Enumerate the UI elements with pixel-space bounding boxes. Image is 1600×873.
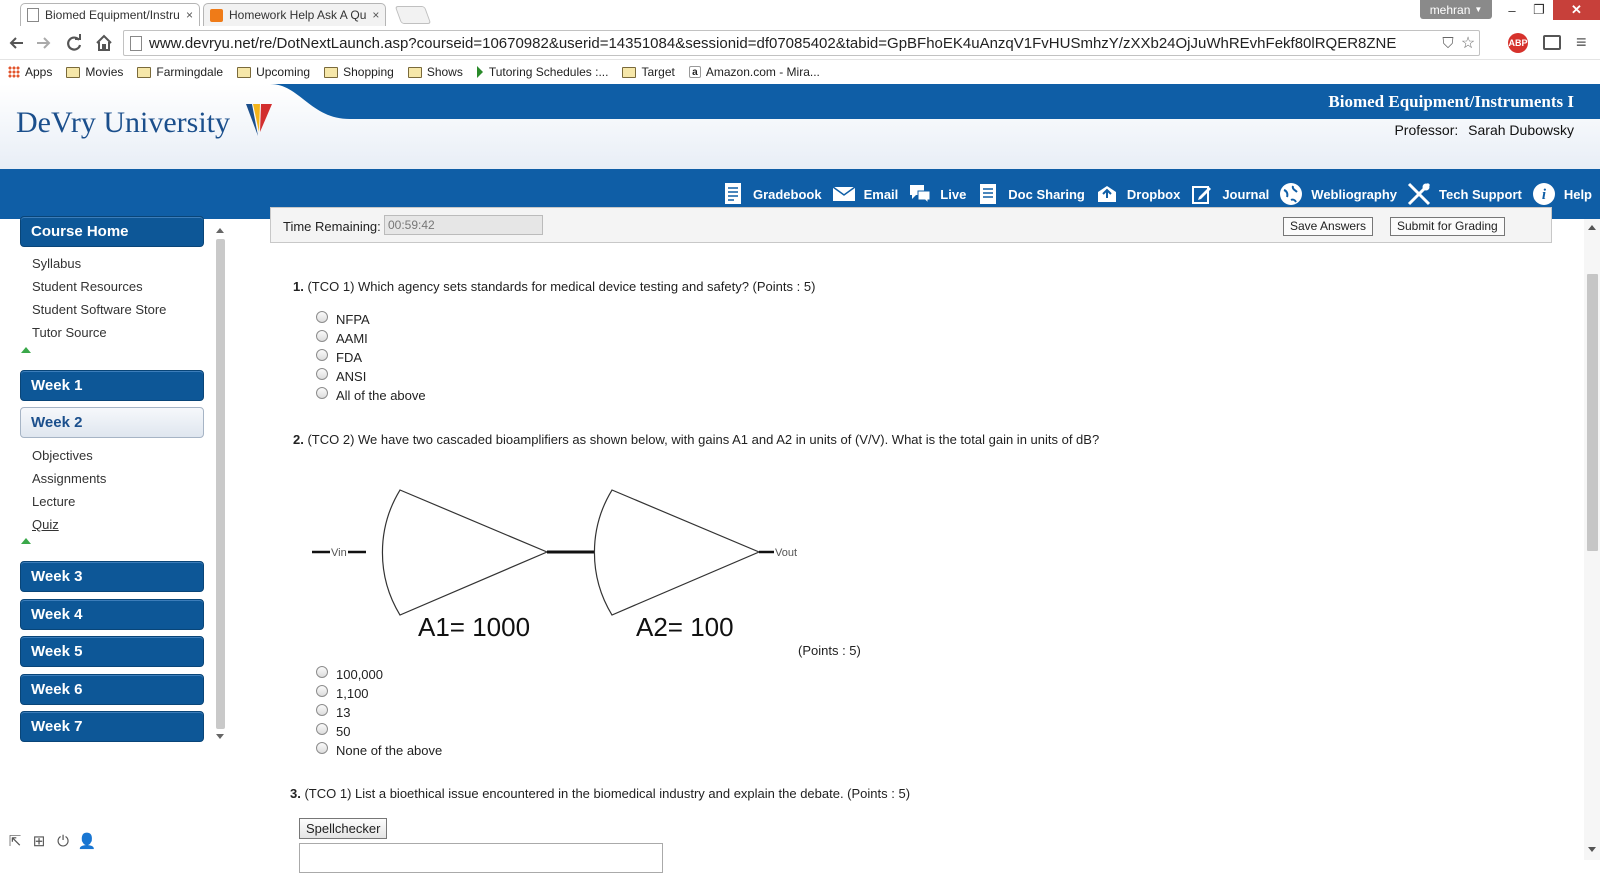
cast-icon[interactable] xyxy=(1543,35,1561,50)
bookmark-folder[interactable] xyxy=(66,65,123,79)
amplifier-a1-shape xyxy=(382,490,547,615)
bookmark-label: Apps xyxy=(25,65,53,79)
save-answers-button[interactable]: Save Answers xyxy=(1283,217,1373,236)
sidebar-scrollbar[interactable] xyxy=(214,225,226,745)
points-label: (Points : 5) xyxy=(798,643,861,658)
address-bar[interactable] xyxy=(123,30,1480,56)
nav-label: Webliography xyxy=(1311,186,1398,202)
menu-icon[interactable]: ≡ xyxy=(1576,32,1587,52)
tab-close-icon[interactable]: × xyxy=(372,8,380,22)
professor-line xyxy=(1394,122,1574,138)
browser-toolbar xyxy=(0,26,1600,60)
shield-icon[interactable]: ⛉ xyxy=(1442,34,1454,52)
submit-for-grading-button[interactable]: Submit for Grading xyxy=(1390,217,1505,236)
nav-label: Journal xyxy=(1222,186,1270,202)
bookmark-link[interactable] xyxy=(689,65,820,79)
question-3 xyxy=(290,786,910,801)
folder-icon xyxy=(622,67,636,78)
bookmark-label: Movies xyxy=(85,65,124,79)
option-label: None of the above xyxy=(336,743,443,758)
back-arrow-icon xyxy=(8,35,24,51)
time-remaining-label: Time Remaining: xyxy=(283,219,381,234)
power-icon[interactable]: ⏻ xyxy=(57,832,69,850)
amplifier-diagram xyxy=(308,472,798,642)
nav-webliography[interactable] xyxy=(1279,182,1397,206)
sidebar-week-7[interactable]: Week 7 xyxy=(20,711,204,742)
tab-close-icon[interactable]: × xyxy=(185,8,193,22)
page-icon xyxy=(27,8,39,22)
bookmark-label: Shopping xyxy=(343,65,394,79)
course-home-links xyxy=(20,250,204,360)
option[interactable] xyxy=(316,310,426,329)
user-icon[interactable]: 👤 xyxy=(77,833,97,850)
browser-tab-active[interactable] xyxy=(20,3,200,26)
option-label: NFPA xyxy=(336,312,370,327)
bookmark-label: Farmingdale xyxy=(156,65,224,79)
nav-tech-support[interactable] xyxy=(1407,182,1522,206)
question-number: 1. xyxy=(293,279,304,294)
flag-icon xyxy=(477,66,483,78)
option-label: ANSI xyxy=(336,369,367,384)
radio-button[interactable] xyxy=(316,349,328,361)
bookmark-label: Amazon.com - Mira... xyxy=(705,65,820,79)
bookmark-link[interactable] xyxy=(477,65,609,79)
option[interactable] xyxy=(316,722,442,741)
folder-icon xyxy=(137,67,151,78)
option-label: All of the above xyxy=(336,388,426,403)
option-label: 50 xyxy=(336,724,351,739)
bookmark-star-icon[interactable]: ☆ xyxy=(1460,35,1476,52)
adblock-icon[interactable]: ABP xyxy=(1508,33,1528,53)
sidebar-week-2[interactable]: Week 2 xyxy=(20,407,204,438)
page-scrollbar[interactable] xyxy=(1584,219,1600,860)
option[interactable] xyxy=(316,329,426,348)
question-1 xyxy=(293,279,815,294)
page-icon xyxy=(130,36,142,51)
question-text: (TCO 2) We have two cascaded bioamplifiers as shown below, with gains A1 and A2 in units of (V/V). What is the total gain in units of dB? xyxy=(307,432,1100,447)
bookmark-folder[interactable] xyxy=(408,65,463,79)
browser-tab[interactable] xyxy=(203,3,386,26)
nav-live[interactable] xyxy=(908,182,966,206)
folder-icon xyxy=(324,67,338,78)
folder-icon xyxy=(66,67,80,78)
restore-button[interactable]: ❐ xyxy=(1533,2,1545,17)
radio-button[interactable] xyxy=(316,311,328,323)
bookmark-label: Tutoring Schedules :... xyxy=(488,65,609,79)
university-logo-text: DeVry University xyxy=(16,106,230,139)
option-label: 100,000 xyxy=(336,667,383,682)
radio-button[interactable] xyxy=(316,685,328,697)
tools-icon xyxy=(1407,182,1431,206)
close-window-button[interactable]: ✕ xyxy=(1553,0,1600,20)
site-header xyxy=(0,84,1600,169)
sidebar-link-assignments[interactable]: Assignments xyxy=(32,471,107,486)
option[interactable] xyxy=(316,665,442,684)
nav-gradebook[interactable] xyxy=(721,182,822,206)
dropbox-icon xyxy=(1095,182,1119,206)
new-tab-button[interactable] xyxy=(395,6,432,24)
spellchecker-button[interactable]: Spellchecker xyxy=(299,818,387,839)
nav-label: Help xyxy=(1563,186,1592,202)
sidebar-course-home[interactable]: Course Home xyxy=(20,216,204,247)
doc-sharing-icon xyxy=(976,182,1000,206)
nav-journal[interactable] xyxy=(1190,182,1269,206)
radio-button[interactable] xyxy=(316,330,328,342)
sidebar-week-6[interactable]: Week 6 xyxy=(20,674,204,705)
home-button[interactable] xyxy=(94,33,114,53)
option[interactable] xyxy=(316,386,426,405)
browser-tab-bar xyxy=(0,0,1600,26)
sidebar-week-4[interactable]: Week 4 xyxy=(20,599,204,630)
sidebar-footer-tools xyxy=(6,832,96,850)
apps-grid-icon xyxy=(8,66,20,78)
answer-textarea[interactable] xyxy=(299,843,663,873)
question-text: (TCO 1) Which agency sets standards for medical device testing and safety? (Points : 5) xyxy=(307,279,816,294)
sidebar-week-1[interactable]: Week 1 xyxy=(20,370,204,401)
vout-label: Vout xyxy=(775,547,798,559)
sidebar-link-lecture[interactable]: Lecture xyxy=(32,494,76,509)
bookmark-folder[interactable] xyxy=(237,65,310,79)
bookmark-folder[interactable] xyxy=(324,65,394,79)
nav-label: Dropbox xyxy=(1126,186,1181,202)
question-1-options xyxy=(316,310,426,405)
url-text: www.devryu.net/re/DotNextLaunch.asp?courseid=10670982&userid=14351084&sessionid=df07085402&tabid=GpBFhoEK4uAnzqV1FvHUSmhzY/zXXb24OjJuWhREvhFekf80lRQER8ZNE xyxy=(149,34,1397,52)
time-remaining-value: 00:59:42 xyxy=(384,215,543,235)
question-2 xyxy=(293,432,1099,447)
radio-button[interactable] xyxy=(316,704,328,716)
chegg-favicon-icon xyxy=(210,9,223,22)
radio-button[interactable] xyxy=(316,387,328,399)
nav-label: Live xyxy=(940,186,967,202)
question-number: 3. xyxy=(290,786,301,801)
bookmark-apps[interactable] xyxy=(8,65,52,79)
gain-a2-label: A2= 100 xyxy=(636,612,734,642)
back-button[interactable] xyxy=(6,33,26,53)
quiz-toolbar xyxy=(270,207,1552,243)
sidebar-link-software-store[interactable]: Student Software Store xyxy=(32,302,167,317)
professor-name: Sarah Dubowsky xyxy=(1468,122,1574,138)
svg-text:i: i xyxy=(1541,187,1546,203)
option[interactable] xyxy=(316,741,442,760)
nav-label: Tech Support xyxy=(1439,186,1522,202)
profile-button[interactable] xyxy=(1420,0,1492,19)
reload-icon xyxy=(65,34,83,52)
option[interactable] xyxy=(316,367,426,386)
scrollbar-thumb[interactable] xyxy=(1587,274,1598,551)
collapse-arrow-icon[interactable] xyxy=(21,347,31,353)
nav-help[interactable] xyxy=(1532,182,1592,206)
forward-button[interactable] xyxy=(34,33,54,53)
radio-button[interactable] xyxy=(316,742,328,754)
nav-doc-sharing[interactable] xyxy=(976,182,1085,206)
sidebar-link-quiz[interactable]: Quiz xyxy=(32,517,59,532)
question-number: 2. xyxy=(293,432,304,447)
nav-email[interactable] xyxy=(832,182,899,206)
amplifier-a2-shape xyxy=(594,490,759,615)
folder-icon xyxy=(237,67,251,78)
sidebar-link-syllabus[interactable]: Syllabus xyxy=(32,256,82,271)
sitemap-icon[interactable]: ⊞ xyxy=(32,833,46,850)
bookmarks-bar xyxy=(0,60,1600,84)
option[interactable] xyxy=(316,348,426,367)
sidebar-link-student-resources[interactable]: Student Resources xyxy=(32,279,143,294)
nav-dropbox[interactable] xyxy=(1095,182,1180,206)
nav-label: Doc Sharing xyxy=(1008,186,1085,202)
scroll-up-icon[interactable] xyxy=(216,228,224,233)
folder-icon xyxy=(408,67,422,78)
gradebook-icon xyxy=(721,182,745,206)
minimize-button[interactable]: – xyxy=(1508,2,1516,18)
nav-label: Email xyxy=(863,186,899,202)
scroll-up-icon[interactable] xyxy=(1588,225,1596,230)
scroll-down-icon[interactable] xyxy=(216,734,224,739)
info-icon xyxy=(1532,182,1556,206)
radio-button[interactable] xyxy=(316,723,328,735)
professor-label: Professor: xyxy=(1394,122,1459,138)
bookmark-label: Target xyxy=(641,65,675,79)
question-text: (TCO 1) List a bioethical issue encountered in the biomedical industry and explain the debate. (Points : 5) xyxy=(304,786,911,801)
radio-button[interactable] xyxy=(316,666,328,678)
week-2-links xyxy=(20,443,204,549)
scrollbar-thumb[interactable] xyxy=(216,239,225,729)
chevron-down-icon: ▼ xyxy=(1474,5,1483,14)
email-icon xyxy=(832,182,856,206)
option-label: 1,100 xyxy=(336,686,369,701)
journal-icon xyxy=(1190,182,1214,206)
option[interactable] xyxy=(316,703,442,722)
sidebar-link-tutor-source[interactable]: Tutor Source xyxy=(32,325,107,340)
sidebar-week-3[interactable]: Week 3 xyxy=(20,561,204,592)
popout-icon[interactable]: ⇱ xyxy=(8,833,22,850)
tab-title: Homework Help Ask A Qu xyxy=(229,8,367,22)
question-2-options xyxy=(316,665,442,760)
radio-button[interactable] xyxy=(316,368,328,380)
live-chat-icon xyxy=(908,182,932,206)
bookmark-folder[interactable] xyxy=(622,65,674,79)
sidebar-link-objectives[interactable]: Objectives xyxy=(32,448,93,463)
reload-button[interactable] xyxy=(64,33,84,53)
nav-label: Gradebook xyxy=(752,186,822,202)
globe-icon xyxy=(1279,182,1303,206)
tab-title: Biomed Equipment/Instru xyxy=(45,8,180,22)
quiz-content xyxy=(234,219,1584,860)
scroll-down-icon[interactable] xyxy=(1588,847,1596,852)
option-label: AAMI xyxy=(336,331,368,346)
collapse-arrow-icon[interactable] xyxy=(21,538,31,544)
bookmark-label: Upcoming xyxy=(256,65,311,79)
gain-a1-label: A1= 1000 xyxy=(418,612,531,642)
vin-label: Vin xyxy=(331,547,347,559)
option[interactable] xyxy=(316,684,442,703)
option-label: FDA xyxy=(336,350,362,365)
bookmark-folder[interactable] xyxy=(137,65,223,79)
amazon-icon: a xyxy=(689,66,701,78)
option-label: 13 xyxy=(336,705,351,720)
bookmark-label: Shows xyxy=(426,65,463,79)
course-title: Biomed Equipment/Instruments I xyxy=(1328,92,1574,111)
sidebar-week-5[interactable]: Week 5 xyxy=(20,636,204,667)
course-sidebar xyxy=(0,219,234,860)
profile-name: mehran xyxy=(1429,2,1471,17)
forward-arrow-icon xyxy=(36,35,52,51)
home-icon xyxy=(95,34,113,52)
devry-shield-icon xyxy=(244,102,274,140)
